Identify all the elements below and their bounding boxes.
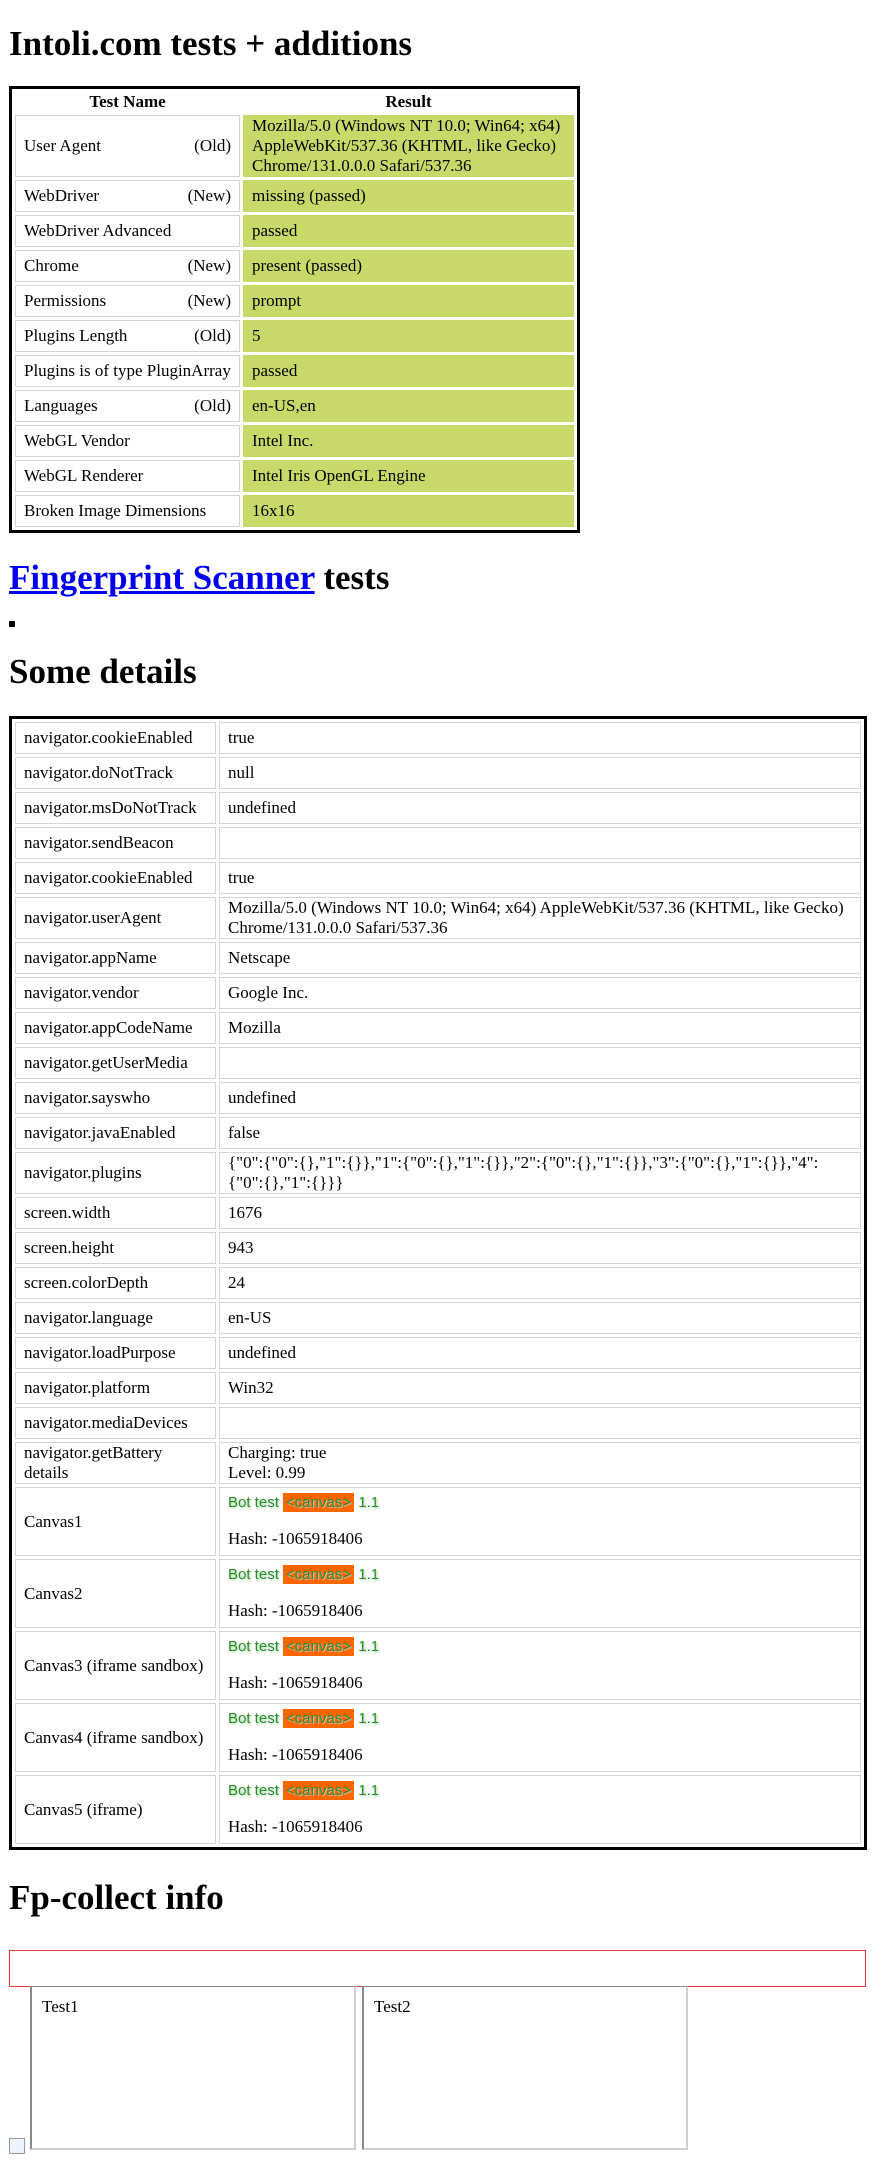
table-row	[15, 1197, 861, 1229]
canvas-bot-text: Bot test	[228, 1782, 279, 1799]
table-row	[15, 460, 574, 492]
test-tag: (Old)	[194, 136, 231, 155]
canvas-version-text: 1.1	[358, 1782, 380, 1799]
table-row	[15, 1012, 861, 1044]
detail-value: Mozilla/5.0 (Windows NT 10.0; Win64; x64) AppleWebKit/537.36 (KHTML, like Gecko) Chrome/131.0.0.0 Safari/537.36	[219, 897, 861, 939]
detail-key: navigator.userAgent	[15, 897, 216, 939]
table-row	[15, 1407, 861, 1439]
test-name: User Agent	[24, 136, 101, 155]
test-name-cell	[15, 320, 240, 352]
table-row	[15, 977, 861, 1009]
test-result-cell: present (passed)	[243, 250, 574, 282]
table-row	[15, 1047, 861, 1079]
test-name: WebDriver	[24, 186, 100, 205]
canvas-hash: Hash: -1065918406	[228, 1673, 363, 1692]
canvas-key: Canvas2	[15, 1559, 216, 1628]
table-row	[15, 862, 861, 894]
fingerprint-scanner-heading	[9, 556, 389, 600]
detail-key: navigator.loadPurpose	[15, 1337, 216, 1369]
canvas-version-text: 1.1	[358, 1638, 380, 1655]
detail-key: navigator.getUserMedia	[15, 1047, 216, 1079]
details-table	[9, 716, 867, 1850]
iframe-label: Test1	[42, 1997, 79, 2016]
detail-value: false	[219, 1117, 861, 1149]
detail-value: 943	[219, 1232, 861, 1264]
canvas-tag-text: <canvas>	[283, 1781, 354, 1800]
table-row	[15, 897, 861, 939]
canvas-rendered-image	[228, 1637, 379, 1657]
canvas-value	[219, 1487, 861, 1556]
detail-key: navigator.cookieEnabled	[15, 722, 216, 754]
canvas-tag-text: <canvas>	[283, 1709, 354, 1728]
canvas-tag-text: <canvas>	[283, 1565, 354, 1584]
test-name-cell	[15, 250, 240, 282]
table-row	[15, 285, 574, 317]
canvas-value	[219, 1775, 861, 1844]
test-name: WebGL Vendor	[24, 431, 130, 450]
test-name-cell	[15, 495, 240, 527]
test-name: Languages	[24, 396, 98, 415]
detail-key: navigator.plugins	[15, 1152, 216, 1194]
iframe-label: Test2	[374, 1997, 411, 2016]
canvas-version-text: 1.1	[358, 1566, 380, 1583]
table-row	[15, 1082, 861, 1114]
detail-value	[219, 1047, 861, 1079]
table-row	[15, 942, 861, 974]
table-row	[15, 757, 861, 789]
table-row	[15, 425, 574, 457]
fingerprint-scanner-link[interactable]: Fingerprint Scanner	[9, 558, 315, 597]
canvas-bot-text: Bot test	[228, 1710, 279, 1727]
test2-iframe[interactable]	[362, 1986, 688, 2150]
table-row	[15, 1117, 861, 1149]
test-result-cell: 5	[243, 320, 574, 352]
canvas-value	[219, 1559, 861, 1628]
canvas-tag-text: <canvas>	[283, 1637, 354, 1656]
canvas-bot-text: Bot test	[228, 1494, 279, 1511]
test-result-cell: passed	[243, 355, 574, 387]
test-result-cell: prompt	[243, 285, 574, 317]
canvas-hash: Hash: -1065918406	[228, 1601, 363, 1620]
canvas-hash: Hash: -1065918406	[228, 1745, 363, 1764]
table-row	[15, 1442, 861, 1484]
table-row	[15, 215, 574, 247]
detail-key: navigator.cookieEnabled	[15, 862, 216, 894]
detail-value: undefined	[219, 1337, 861, 1369]
canvas-rendered-image	[228, 1709, 379, 1729]
table-row	[15, 390, 574, 422]
fp-collect-heading: Fp-collect info	[9, 1878, 224, 1917]
canvas-version-text: 1.1	[358, 1494, 380, 1511]
canvas-hash: Hash: -1065918406	[228, 1529, 363, 1548]
test-name: WebGL Renderer	[24, 466, 144, 485]
table-row	[15, 792, 861, 824]
detail-value	[219, 1407, 861, 1439]
test-name-cell	[15, 115, 240, 177]
detail-value: 24	[219, 1267, 861, 1299]
detail-value: undefined	[219, 792, 861, 824]
canvas-tag-text: <canvas>	[283, 1493, 354, 1512]
canvas-value	[219, 1703, 861, 1772]
column-header-result: Result	[385, 92, 432, 111]
table-row	[15, 1267, 861, 1299]
test-tag: (New)	[187, 186, 231, 205]
detail-value	[219, 827, 861, 859]
detail-value: Mozilla	[219, 1012, 861, 1044]
test-name: Plugins is of type PluginArray	[24, 361, 231, 380]
table-row	[15, 115, 574, 177]
fingerprint-heading-suffix: tests	[314, 558, 390, 597]
details-heading: Some details	[9, 652, 197, 691]
test-result-cell: Mozilla/5.0 (Windows NT 10.0; Win64; x64) AppleWebKit/537.36 (KHTML, like Gecko) Chrome/131.0.0.0 Safari/537.36	[243, 115, 574, 177]
detail-value: true	[219, 722, 861, 754]
broken-image-icon	[9, 2138, 25, 2154]
test-result-cell: en-US,en	[243, 390, 574, 422]
fp-collect-output-box	[9, 1950, 866, 1987]
table-row	[15, 1302, 861, 1334]
detail-key: navigator.javaEnabled	[15, 1117, 216, 1149]
canvas-version-text: 1.1	[358, 1710, 380, 1727]
test-result-cell: 16x16	[243, 495, 574, 527]
detail-key: navigator.getBattery details	[15, 1442, 216, 1484]
canvas-value	[219, 1631, 861, 1700]
detail-key: navigator.language	[15, 1302, 216, 1334]
table-row	[15, 355, 574, 387]
detail-key: screen.height	[15, 1232, 216, 1264]
test1-iframe[interactable]	[30, 1986, 356, 2150]
table-row	[15, 1232, 861, 1264]
detail-value: null	[219, 757, 861, 789]
detail-key: navigator.appName	[15, 942, 216, 974]
test-result-cell: Intel Iris OpenGL Engine	[243, 460, 574, 492]
intoli-results-table	[9, 86, 580, 533]
test-name: Plugins Length	[24, 326, 128, 345]
detail-value: Netscape	[219, 942, 861, 974]
canvas-rendered-image	[228, 1781, 379, 1801]
canvas-key: Canvas3 (iframe sandbox)	[15, 1631, 216, 1700]
canvas-row	[15, 1775, 861, 1844]
canvas-hash: Hash: -1065918406	[228, 1817, 363, 1836]
table-row	[15, 250, 574, 282]
test-name-cell	[15, 285, 240, 317]
table-row	[15, 1337, 861, 1369]
table-header-row	[15, 92, 574, 112]
test-name-cell	[15, 390, 240, 422]
detail-value: Win32	[219, 1372, 861, 1404]
table-row	[15, 495, 574, 527]
table-row	[15, 1372, 861, 1404]
canvas-rendered-image	[228, 1493, 379, 1513]
test-result-cell: passed	[243, 215, 574, 247]
detail-key: navigator.sendBeacon	[15, 827, 216, 859]
canvas-row	[15, 1631, 861, 1700]
column-header-test-name: Test Name	[89, 92, 166, 111]
detail-value: undefined	[219, 1082, 861, 1114]
table-row	[15, 180, 574, 212]
canvas-row	[15, 1559, 861, 1628]
detail-value: true	[219, 862, 861, 894]
detail-value: Google Inc.	[219, 977, 861, 1009]
canvas-rendered-image	[228, 1565, 379, 1585]
detail-key: navigator.vendor	[15, 977, 216, 1009]
detail-value: 1676	[219, 1197, 861, 1229]
test-name: Chrome	[24, 256, 79, 275]
canvas-key: Canvas1	[15, 1487, 216, 1556]
detail-key: navigator.appCodeName	[15, 1012, 216, 1044]
detail-key: navigator.sayswho	[15, 1082, 216, 1114]
detail-value: en-US	[219, 1302, 861, 1334]
detail-value: {"0":{"0":{},"1":{}},"1":{"0":{},"1":{}},"2":{"0":{},"1":{}},"3":{"0":{},"1":{}},"4":{"0":{},"1":{}}}	[219, 1152, 861, 1194]
table-row	[15, 1152, 861, 1194]
test-name-cell	[15, 355, 240, 387]
test-tag: (New)	[187, 291, 231, 310]
test-name-cell	[15, 460, 240, 492]
test-tag: (New)	[187, 256, 231, 275]
detail-key: navigator.msDoNotTrack	[15, 792, 216, 824]
test-name: Broken Image Dimensions	[24, 501, 207, 520]
detail-value: Charging: true Level: 0.99	[219, 1442, 861, 1484]
canvas-key: Canvas4 (iframe sandbox)	[15, 1703, 216, 1772]
canvas-row	[15, 1703, 861, 1772]
detail-key: navigator.mediaDevices	[15, 1407, 216, 1439]
table-row	[15, 722, 861, 754]
canvas-bot-text: Bot test	[228, 1638, 279, 1655]
canvas-bot-text: Bot test	[228, 1566, 279, 1583]
test-tag: (Old)	[194, 396, 231, 415]
test-result-cell: missing (passed)	[243, 180, 574, 212]
detail-key: screen.width	[15, 1197, 216, 1229]
detail-key: navigator.platform	[15, 1372, 216, 1404]
test-name-cell	[15, 425, 240, 457]
detail-key: navigator.doNotTrack	[15, 757, 216, 789]
test-result-cell: Intel Inc.	[243, 425, 574, 457]
canvas-key: Canvas5 (iframe)	[15, 1775, 216, 1844]
test-name-cell	[15, 215, 240, 247]
test-name-cell	[15, 180, 240, 212]
test-name: Permissions	[24, 291, 107, 310]
table-row	[15, 827, 861, 859]
test-tag: (Old)	[194, 326, 231, 345]
test-name: WebDriver Advanced	[24, 221, 172, 240]
table-row	[15, 320, 574, 352]
canvas-row	[15, 1487, 861, 1556]
list-bullet	[9, 621, 15, 627]
detail-key: screen.colorDepth	[15, 1267, 216, 1299]
page-title: Intoli.com tests + additions	[9, 24, 413, 63]
